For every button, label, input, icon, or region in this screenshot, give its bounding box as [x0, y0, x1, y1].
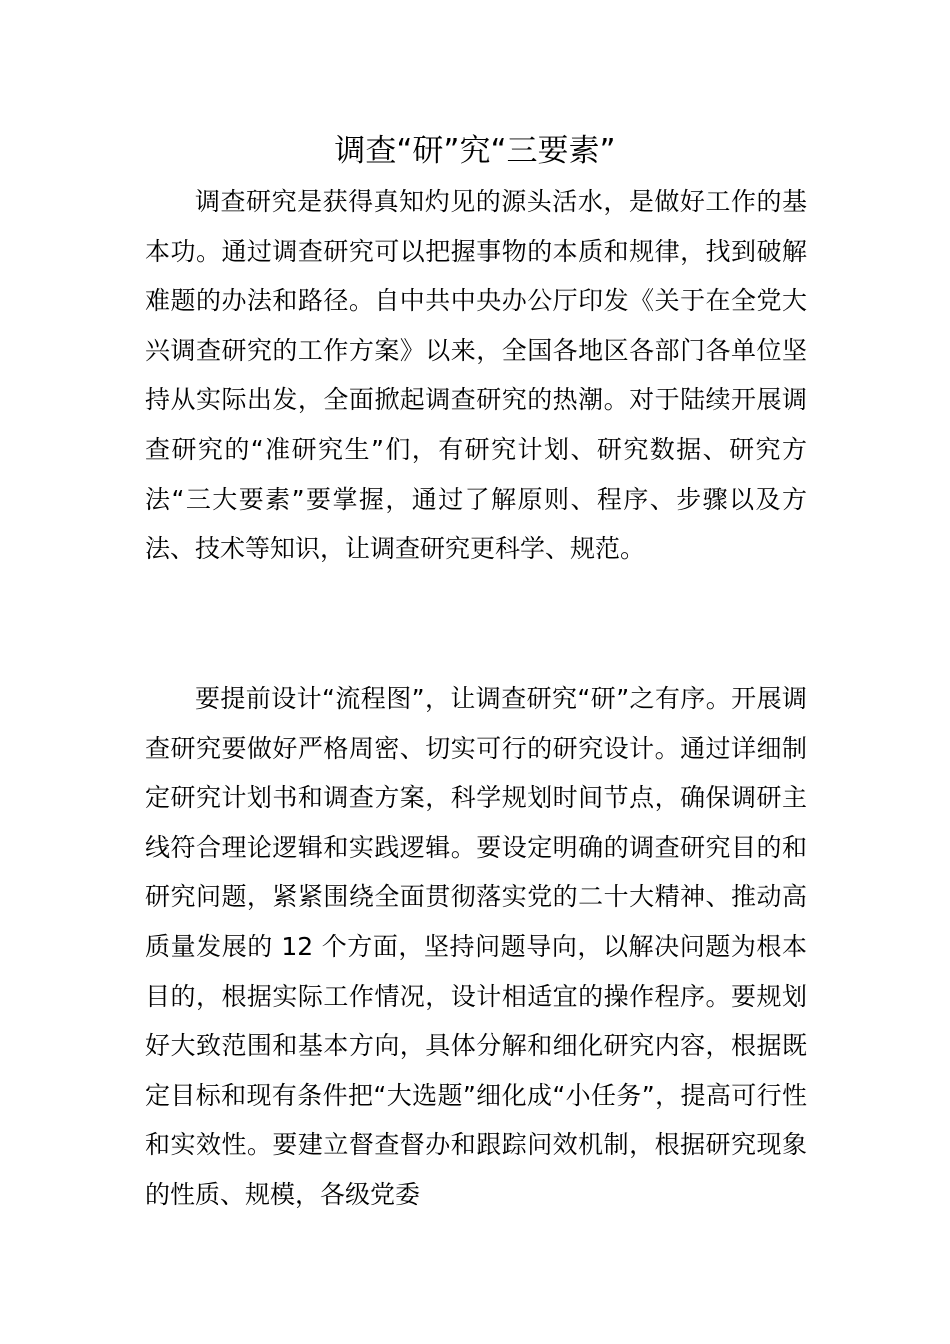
paragraph-1: 调查研究是获得真知灼见的源头活水，是做好工作的基本功。通过调查研究可以把握事物的本质和规律，找到破解难题的办法和路径。自中共中央办公厅印发《关于在全党大兴调查研究的工作方案》以来，全国各地区各部门各单位坚持从实际出发，全面掀起调查研究的热潮。对于陆续开展调查研究的“准研究生”们，有研究计划、研究数据、研究方法“三大要素”要掌握，通过了解原则、程序、步骤以及方法、技术等知识，让调查研究更科学、规范。: [145, 187, 807, 564]
paragraph-2: 要提前设计“流程图”，让调查研究“研”之有序。开展调查研究要做好严格周密、切实可行的研究设计。通过详细制定研究计划书和调查方案，科学规划时间节点，确保调研主线符合理论逻辑和实践逻辑。要设定明确的调查研究目的和研究问题，紧紧围绕全面贯彻落实党的二十大精神、推动高质量发展的 12 个方面，坚持问题导向，以解决问题为根本目的，根据实际工作情况，设计相适宜的操作程序。要规划好大致范围和基本方向，具体分解和细化研究内容，根据既定目标和现有条件把“大选题”细化成“小任务”，提高可行性和实效性。要建立督查督办和跟踪问效机制，根据研究现象的性质、规模，各级党委: [145, 684, 807, 1209]
document-title: 调查“研”究“三要素”: [334, 133, 616, 169]
